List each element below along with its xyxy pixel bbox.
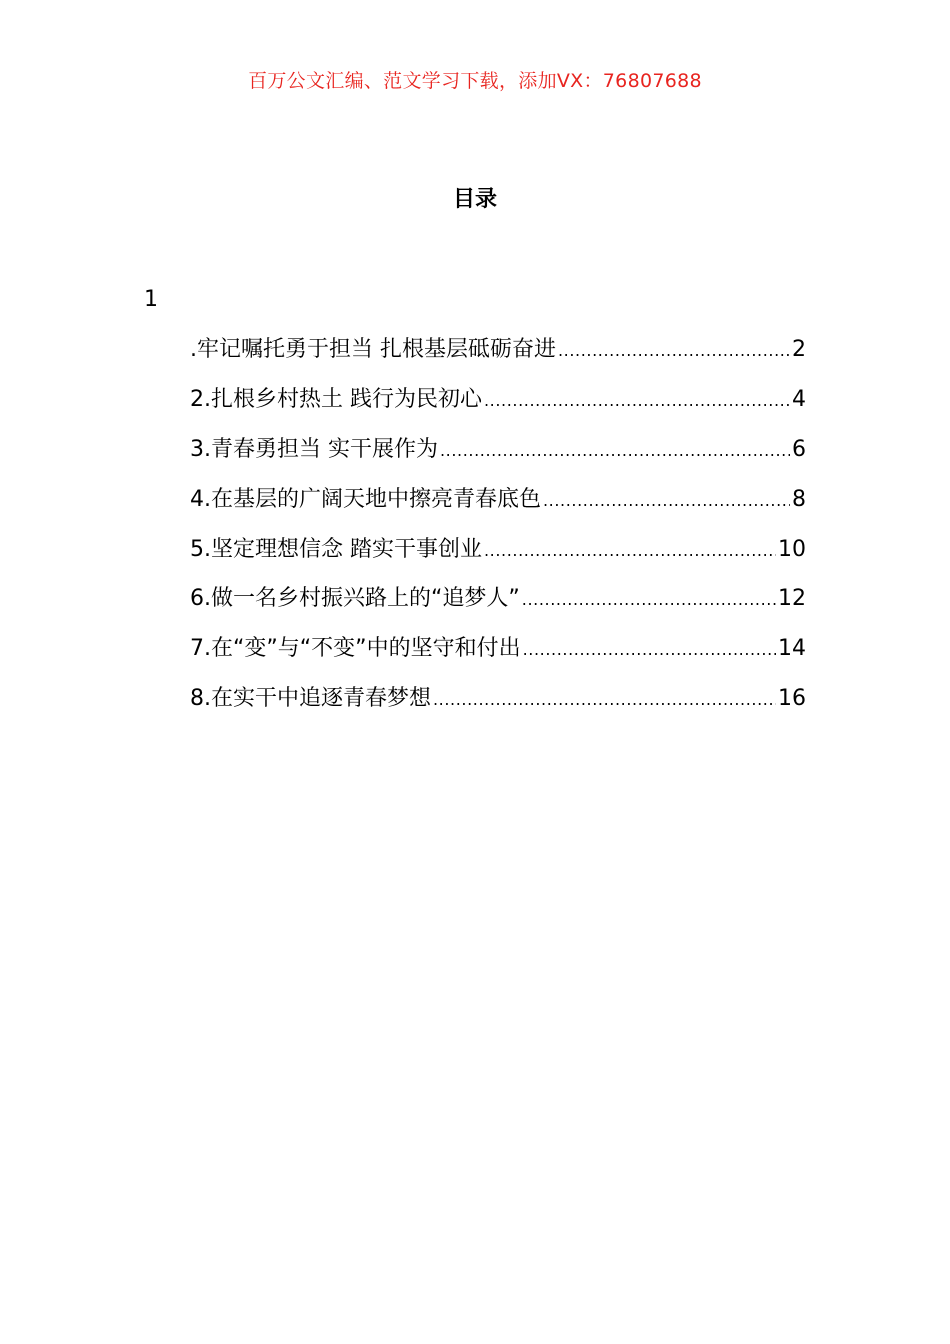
toc-page-number: 12 [778,586,806,612]
toc-entry-4[interactable] [190,483,806,533]
toc-dot-leader [433,683,776,717]
toc-entry-title: 4.在基层的广阔天地中擦亮青春底色 [190,486,541,512]
toc-entry-7[interactable] [190,632,806,682]
document-title: 目录 [452,187,497,212]
toc-dot-leader [484,384,790,418]
toc-dot-leader [440,434,790,468]
toc-entry-title: 2.扎根乡村热土 践行为民初心 [190,386,482,412]
toc-page-number: 14 [778,636,806,662]
toc-page-number: 10 [778,536,806,562]
toc-entry-1[interactable] [190,333,806,383]
header-watermark-note: 百万公文汇编、范文学习下载，添加VX：76807688 [248,70,702,92]
toc-entry-title: 6.做一名乡村振兴路上的“追梦人” [190,586,520,612]
toc-section-number: 1 [144,287,158,312]
toc-entry-2[interactable] [190,383,806,433]
toc-page-number: 8 [792,486,806,512]
toc-entry-8[interactable] [190,682,806,732]
toc-dot-leader [522,583,776,617]
toc-entry-title: 7.在“变”与“不变”中的坚守和付出 [190,636,521,662]
toc-entry-title: 8.在实干中追逐青春梦想 [190,686,431,712]
toc-entry-3[interactable] [190,433,806,483]
toc-entry-title: 5.坚定理想信念 踏实干事创业 [190,536,482,562]
toc-page-number: 16 [778,686,806,712]
toc-dot-leader [523,633,776,667]
table-of-contents [190,333,806,732]
toc-entry-5[interactable] [190,533,806,583]
toc-dot-leader [543,484,790,518]
toc-page-number: 4 [792,386,806,412]
toc-entry-6[interactable] [190,582,806,632]
toc-entry-title: .牢记嘱托勇于担当 扎根基层砥砺奋进 [190,337,556,362]
toc-entry-title: 3.青春勇担当 实干展作为 [190,436,438,462]
toc-dot-leader [484,534,776,568]
toc-page-number: 2 [792,337,806,362]
toc-page-number: 6 [792,436,806,462]
toc-dot-leader [558,334,790,368]
